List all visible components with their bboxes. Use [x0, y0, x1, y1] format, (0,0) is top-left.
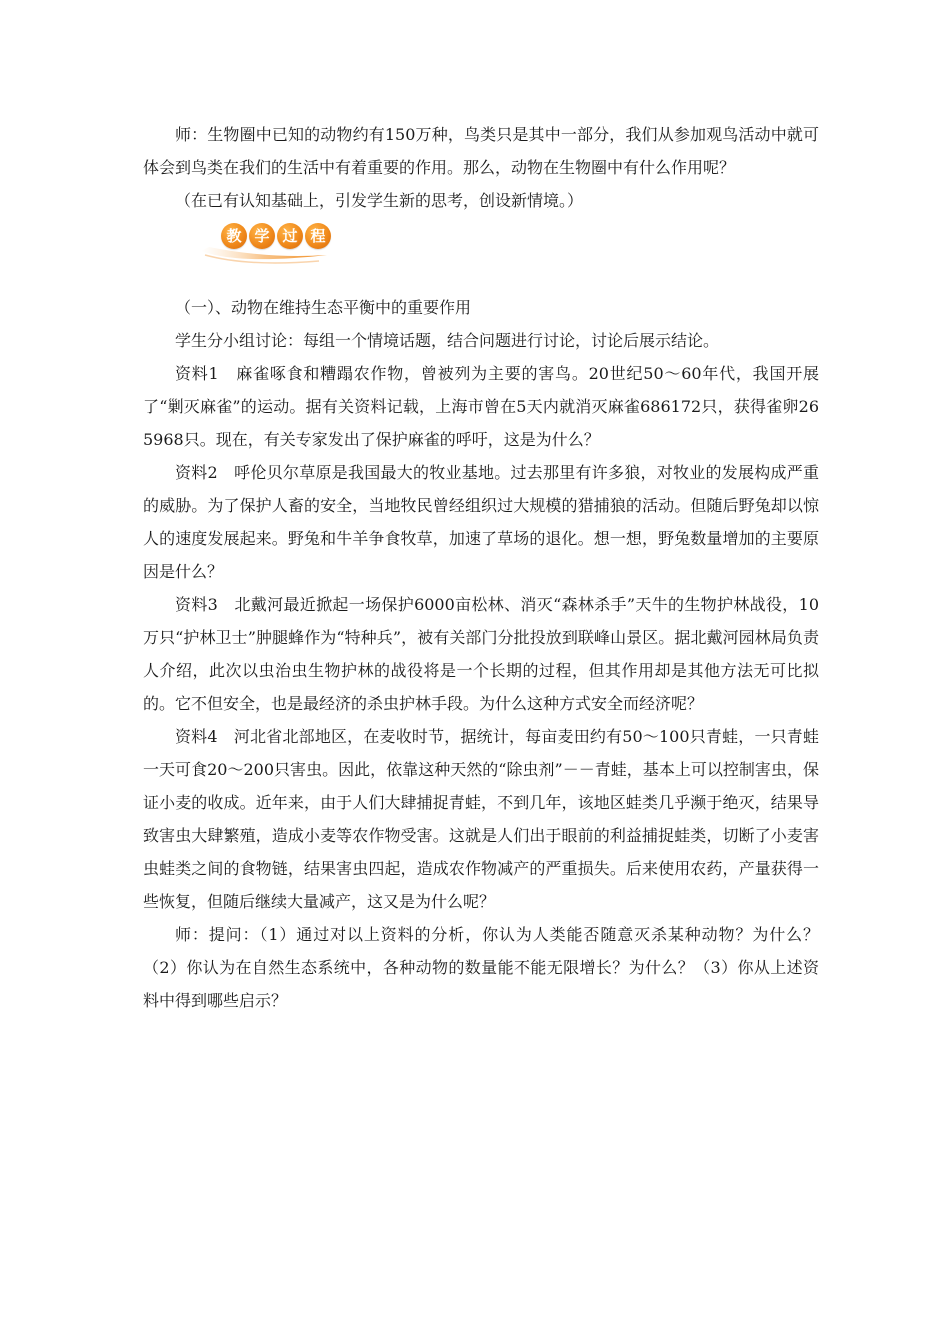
- section-heading: （一）、动物在维持生态平衡中的重要作用: [175, 298, 472, 317]
- material-1: 资料1 麻雀啄食和糟蹋农作物，曾被列为主要的害鸟。20世纪50～60年代，我国开展了“剿灭麻雀”的运动。据有关资料记载，上海市曾在5天内就消灭麻雀686172只，获得雀卵265968只。现在，有关专家发出了保护麻雀的呼吁，这是为什么？: [143, 364, 819, 449]
- intro-paragraph-teacher: 师：生物圈中已知的动物约有150万种，鸟类只是其中一部分，我们从参加观鸟活动中就可体会到鸟类在我们的生活中有着重要的作用。那么，动物在生物圈中有什么作用呢？: [143, 125, 819, 177]
- banner-char: 学: [249, 223, 275, 249]
- intro-paragraph-note: （在已有认知基础上，引发学生新的思考，创设新情境。）: [175, 191, 584, 210]
- material-2: 资料2 呼伦贝尔草原是我国最大的牧业基地。过去那里有许多狼，对牧业的发展构成严重的威胁。为了保护人畜的安全，当地牧民曾经组织过大规模的猎捕狼的活动。但随后野兔却以惊人的速度发展起来。野兔和牛羊争食牧草，加速了草场的退化。想一想，野兔数量增加的主要原因是什么？: [143, 463, 819, 581]
- material-3: 资料3 北戴河最近掀起一场保护6000亩松林、消灭“森林杀手”天牛的生物护林战役，10万只“护林卫士”肿腿蜂作为“特种兵”，被有关部门分批投放到联峰山景区。据北戴河园林局负责人介绍，此次以虫治虫生物护林的战役将是一个长期的过程，但其作用却是其他方法无可比拟的。它不但安全，也是最经济的杀虫护林手段。为什么这种方式安全而经济呢？: [143, 595, 819, 713]
- banner-char: 程: [305, 223, 331, 249]
- section-banner: [143, 219, 819, 269]
- teacher-questions: 师：提问：（1）通过对以上资料的分析，你认为人类能否随意灭杀某种动物？为什么？（2）你认为在自然生态系统中，各种动物的数量能不能无限增长？为什么？（3）你从上述资料中得到哪些启示？: [143, 925, 819, 1010]
- banner-char: 过: [277, 223, 303, 249]
- material-4: 资料4 河北省北部地区，在麦收时节，据统计，每亩麦田约有50～100只青蛙，一只青蛙一天可食20～200只害虫。因此，依靠这种天然的“除虫剂”－－青蛙，基本上可以控制害虫，保证小麦的收成。近年来，由于人们大肆捕捉青蛙，不到几年，该地区蛙类几乎濒于绝灭，结果导致害虫大肆繁殖，造成小麦等农作物受害。这就是人们出于眼前的利益捕捉蛙类，切断了小麦害虫蛙类之间的食物链，结果害虫四起，造成农作物减产的严重损失。后来使用农药，产量获得一些恢复，但随后继续大量减产，这又是为什么呢？: [143, 727, 819, 911]
- banner-title: [221, 223, 331, 249]
- document-page: [143, 118, 819, 1017]
- discussion-instruction: 学生分小组讨论：每组一个情境话题，结合问题进行讨论，讨论后展示结论。: [175, 331, 720, 350]
- banner-char: 教: [221, 223, 247, 249]
